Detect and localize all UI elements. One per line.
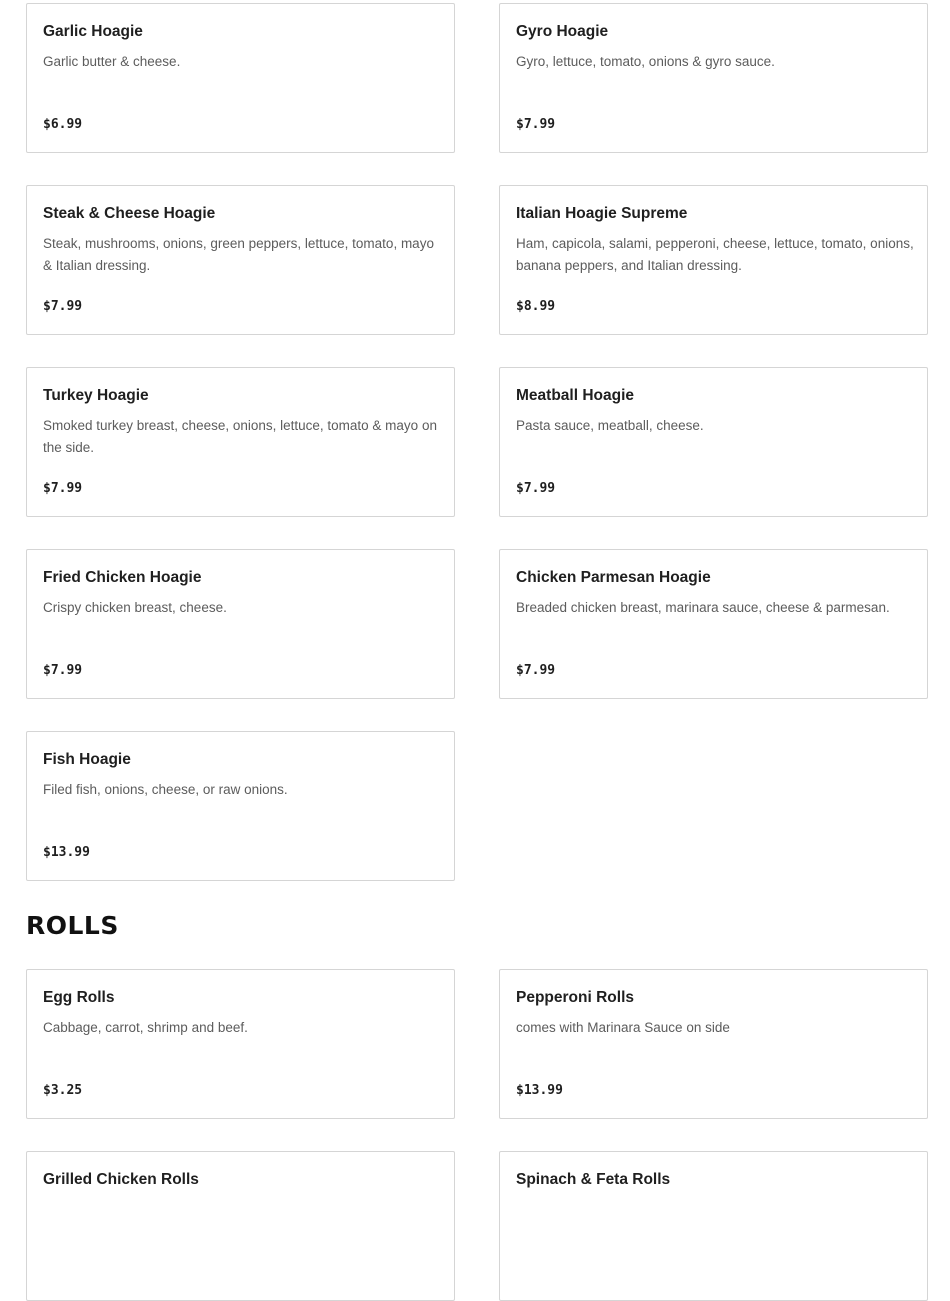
menu-item-name: Gyro Hoagie [516, 23, 609, 40]
menu-item-price: $8.99 [516, 299, 556, 314]
menu-item-description: Filed fish, onions, cheese, or raw onions. [43, 782, 288, 797]
menu-item-card[interactable] [499, 969, 928, 1119]
menu-item-name: Italian Hoagie Supreme [516, 205, 688, 222]
menu-item-price: $7.99 [43, 663, 83, 678]
menu-item-card[interactable] [26, 1151, 455, 1301]
menu-item-description: Smoked turkey breast, cheese, onions, lettuce, tomato & mayo on the side. [43, 418, 437, 455]
menu-item-name: Spinach & Feta Rolls [516, 1171, 671, 1188]
menu-item-card[interactable] [26, 969, 455, 1119]
menu-item-description: comes with Marinara Sauce on side [516, 1020, 730, 1035]
menu-item-card[interactable] [26, 731, 455, 881]
menu-item-price: $7.99 [43, 481, 83, 496]
menu-item-description: Crispy chicken breast, cheese. [43, 600, 227, 615]
menu-item-description: Ham, capicola, salami, pepperoni, cheese, lettuce, tomato, onions, banana peppers, and Italian dressing. [516, 236, 914, 273]
menu-item-description: Pasta sauce, meatball, cheese. [516, 418, 704, 433]
section-title-rolls: ROLLS [26, 911, 119, 940]
menu-item-name: Fried Chicken Hoagie [43, 569, 202, 586]
menu-item-name: Turkey Hoagie [43, 387, 149, 404]
menu-item-card[interactable] [499, 367, 928, 517]
menu-item-description: Breaded chicken breast, marinara sauce, cheese & parmesan. [516, 600, 890, 615]
menu-item-name: Grilled Chicken Rolls [43, 1171, 199, 1188]
menu-item-name: Fish Hoagie [43, 751, 131, 768]
menu-item-price: $6.99 [43, 117, 83, 132]
menu-item-name: Garlic Hoagie [43, 23, 143, 40]
menu-item-card[interactable] [499, 185, 928, 335]
menu-item-price: $3.25 [43, 1083, 83, 1098]
menu-item-description: Steak, mushrooms, onions, green peppers, lettuce, tomato, mayo & Italian dressing. [43, 236, 434, 273]
menu-item-name: Steak & Cheese Hoagie [43, 205, 216, 222]
menu-item-description: Gyro, lettuce, tomato, onions & gyro sauce. [516, 54, 775, 69]
menu-item-card[interactable] [499, 1151, 928, 1301]
menu-item-price: $13.99 [516, 1083, 563, 1098]
menu-item-name: Chicken Parmesan Hoagie [516, 569, 711, 586]
menu-item-card[interactable] [26, 3, 455, 153]
menu-item-card[interactable] [26, 185, 455, 335]
menu-item-price: $7.99 [516, 117, 556, 132]
menu-item-card[interactable] [499, 549, 928, 699]
menu-item-card[interactable] [26, 367, 455, 517]
menu-item-name: Pepperoni Rolls [516, 989, 634, 1006]
menu-item-name: Egg Rolls [43, 989, 115, 1006]
menu-item-description: Garlic butter & cheese. [43, 54, 181, 69]
menu-item-price: $7.99 [516, 481, 556, 496]
menu-item-card[interactable] [499, 3, 928, 153]
menu-item-description: Cabbage, carrot, shrimp and beef. [43, 1020, 248, 1035]
menu-item-price: $7.99 [516, 663, 556, 678]
menu-item-name: Meatball Hoagie [516, 387, 634, 404]
menu-item-price: $13.99 [43, 845, 90, 860]
menu-item-card[interactable] [26, 549, 455, 699]
menu-item-price: $7.99 [43, 299, 83, 314]
